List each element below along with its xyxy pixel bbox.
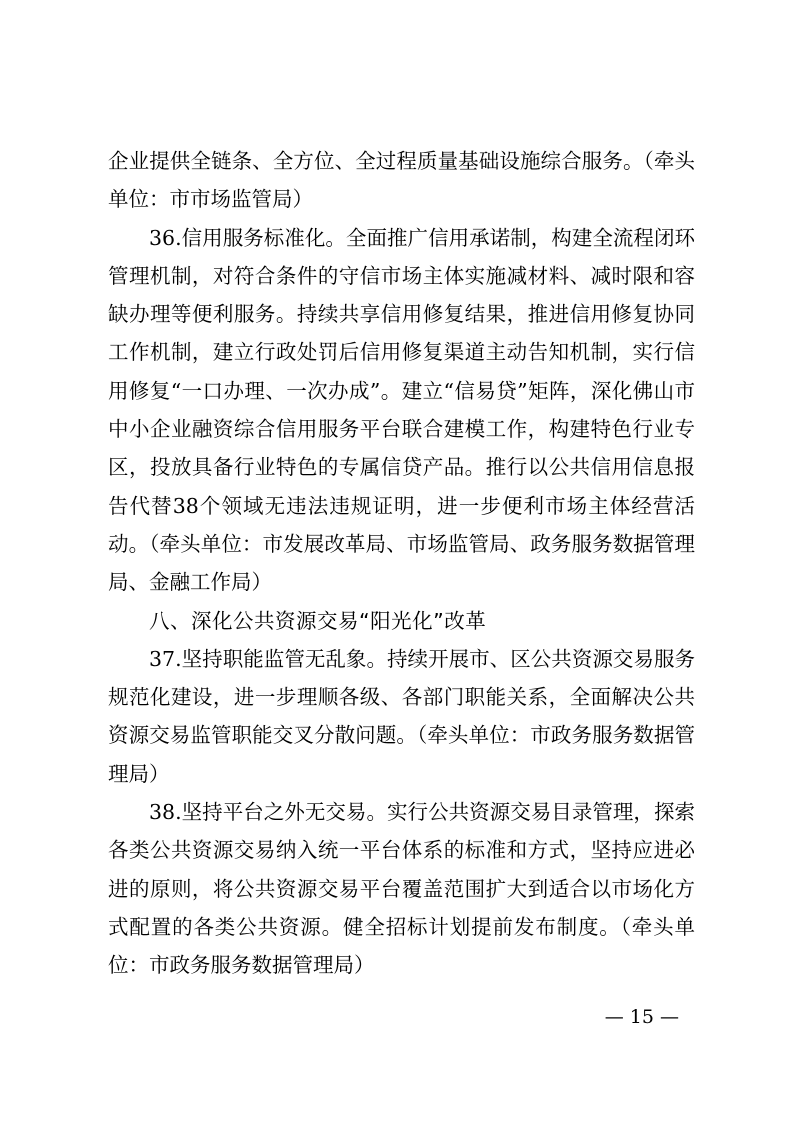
page-number: — 15 — bbox=[604, 1006, 679, 1028]
paragraph-continuation: 企业提供全链条、全方位、全过程质量基础设施综合服务。（牵头单位：市市场监管局） bbox=[108, 149, 695, 212]
body-text bbox=[108, 142, 695, 985]
paragraph-item-36: 36.信用服务标准化。全面推广信用承诺制，构建全流程闭环管理机制，对符合条件的守信市场主体实施减材料、减时限和容缺办理等便利服务。持续共享信用修复结果，推进信用修复协同工作机制，建立行政处罚后信用修复渠道主动告知机制，实行信用修复“一口办理、一次办成”。建立“信易贷”矩阵，深化佛山市中小企业融资综合信用服务平台联合建模工作，构建特色行业专区，投放具备行业特色的专属信贷产品。推行以公共信用信息报告代替38个领域无违法违规证明，进一步便利市场主体经营活动。（牵头单位：市发展改革局、市场监管局、政务服务数据管理局、金融工作局） bbox=[108, 225, 695, 595]
paragraph-item-38: 38.坚持平台之外无交易。实行公共资源交易目录管理，探索各类公共资源交易纳入统一平台体系的标准和方式，坚持应进必进的原则，将公共资源交易平台覆盖范围扩大到适合以市场化方式配置的各类公共资源。健全招标计划提前发布制度。（牵头单位：市政务服务数据管理局） bbox=[108, 800, 695, 978]
section-heading-8: 八、深化公共资源交易“阳光化”改革 bbox=[149, 608, 487, 633]
paragraph-item-37: 37.坚持职能监管无乱象。持续开展市、区公共资源交易服务规范化建设，进一步理顺各级、各部门职能关系，全面解决公共资源交易监管职能交叉分散问题。（牵头单位：市政务服务数据管理局） bbox=[108, 646, 695, 786]
